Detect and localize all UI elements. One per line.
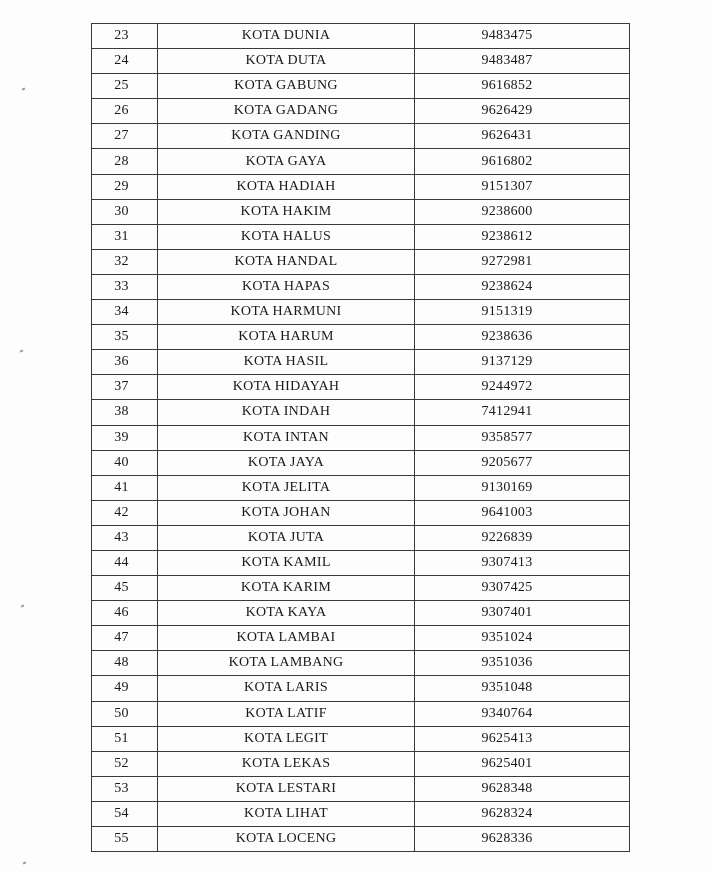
table-row bbox=[92, 776, 630, 801]
table-row bbox=[92, 99, 630, 124]
table-row bbox=[92, 525, 630, 550]
vessel-number-cell: 9616802 bbox=[415, 149, 630, 174]
vessel-number-cell: 9358577 bbox=[415, 425, 630, 450]
row-number-cell: 30 bbox=[92, 199, 158, 224]
row-number-cell: 50 bbox=[92, 701, 158, 726]
vessel-number-cell: 9340764 bbox=[415, 701, 630, 726]
vessel-number-cell: 9238612 bbox=[415, 224, 630, 249]
scan-speck bbox=[22, 87, 26, 90]
table-row bbox=[92, 651, 630, 676]
vessel-number-cell: 9307425 bbox=[415, 576, 630, 601]
vessel-name-cell: KOTA HADIAH bbox=[158, 174, 415, 199]
vessel-number-cell: 9628336 bbox=[415, 827, 630, 852]
row-number-cell: 40 bbox=[92, 450, 158, 475]
vessel-number-cell: 9625401 bbox=[415, 751, 630, 776]
vessel-table-container bbox=[91, 23, 629, 852]
row-number-cell: 46 bbox=[92, 601, 158, 626]
row-number-cell: 31 bbox=[92, 224, 158, 249]
vessel-name-cell: KOTA KARIM bbox=[158, 576, 415, 601]
table-row bbox=[92, 74, 630, 99]
table-row bbox=[92, 500, 630, 525]
row-number-cell: 54 bbox=[92, 801, 158, 826]
row-number-cell: 29 bbox=[92, 174, 158, 199]
table-row bbox=[92, 249, 630, 274]
row-number-cell: 35 bbox=[92, 325, 158, 350]
table-row bbox=[92, 626, 630, 651]
vessel-table bbox=[91, 23, 630, 852]
scan-speck bbox=[21, 604, 25, 607]
table-row bbox=[92, 827, 630, 852]
vessel-number-cell: 9641003 bbox=[415, 500, 630, 525]
row-number-cell: 43 bbox=[92, 525, 158, 550]
table-row bbox=[92, 475, 630, 500]
vessel-name-cell: KOTA HARUM bbox=[158, 325, 415, 350]
table-row bbox=[92, 450, 630, 475]
table-row bbox=[92, 576, 630, 601]
row-number-cell: 24 bbox=[92, 49, 158, 74]
table-row bbox=[92, 300, 630, 325]
vessel-number-cell: 9628324 bbox=[415, 801, 630, 826]
row-number-cell: 48 bbox=[92, 651, 158, 676]
vessel-number-cell: 9628348 bbox=[415, 776, 630, 801]
row-number-cell: 44 bbox=[92, 550, 158, 575]
vessel-number-cell: 9351048 bbox=[415, 676, 630, 701]
vessel-name-cell: KOTA HAPAS bbox=[158, 274, 415, 299]
row-number-cell: 41 bbox=[92, 475, 158, 500]
row-number-cell: 37 bbox=[92, 375, 158, 400]
vessel-number-cell: 9130169 bbox=[415, 475, 630, 500]
row-number-cell: 42 bbox=[92, 500, 158, 525]
table-row bbox=[92, 701, 630, 726]
vessel-name-cell: KOTA INTAN bbox=[158, 425, 415, 450]
vessel-name-cell: KOTA HASIL bbox=[158, 350, 415, 375]
scan-speck bbox=[23, 861, 27, 864]
vessel-number-cell: 9226839 bbox=[415, 525, 630, 550]
vessel-name-cell: KOTA GAYA bbox=[158, 149, 415, 174]
vessel-name-cell: KOTA DUNIA bbox=[158, 24, 415, 49]
vessel-name-cell: KOTA LIHAT bbox=[158, 801, 415, 826]
row-number-cell: 26 bbox=[92, 99, 158, 124]
vessel-number-cell: 9205677 bbox=[415, 450, 630, 475]
row-number-cell: 47 bbox=[92, 626, 158, 651]
row-number-cell: 52 bbox=[92, 751, 158, 776]
table-row bbox=[92, 325, 630, 350]
vessel-name-cell: KOTA KAYA bbox=[158, 601, 415, 626]
table-row bbox=[92, 350, 630, 375]
vessel-number-cell: 9244972 bbox=[415, 375, 630, 400]
table-row bbox=[92, 751, 630, 776]
table-row bbox=[92, 801, 630, 826]
vessel-name-cell: KOTA LARIS bbox=[158, 676, 415, 701]
table-row bbox=[92, 174, 630, 199]
vessel-name-cell: KOTA LAMBANG bbox=[158, 651, 415, 676]
vessel-table-body bbox=[92, 24, 630, 852]
vessel-name-cell: KOTA GANDING bbox=[158, 124, 415, 149]
vessel-name-cell: KOTA DUTA bbox=[158, 49, 415, 74]
vessel-number-cell: 9483487 bbox=[415, 49, 630, 74]
row-number-cell: 55 bbox=[92, 827, 158, 852]
row-number-cell: 51 bbox=[92, 726, 158, 751]
row-number-cell: 36 bbox=[92, 350, 158, 375]
vessel-name-cell: KOTA LATIF bbox=[158, 701, 415, 726]
vessel-number-cell: 7412941 bbox=[415, 400, 630, 425]
row-number-cell: 28 bbox=[92, 149, 158, 174]
row-number-cell: 39 bbox=[92, 425, 158, 450]
table-row bbox=[92, 199, 630, 224]
vessel-number-cell: 9626429 bbox=[415, 99, 630, 124]
table-row bbox=[92, 49, 630, 74]
vessel-number-cell: 9272981 bbox=[415, 249, 630, 274]
vessel-name-cell: KOTA LOCENG bbox=[158, 827, 415, 852]
vessel-number-cell: 9238636 bbox=[415, 325, 630, 350]
vessel-name-cell: KOTA KAMIL bbox=[158, 550, 415, 575]
vessel-name-cell: KOTA JOHAN bbox=[158, 500, 415, 525]
row-number-cell: 33 bbox=[92, 274, 158, 299]
row-number-cell: 45 bbox=[92, 576, 158, 601]
vessel-number-cell: 9626431 bbox=[415, 124, 630, 149]
scan-speck bbox=[20, 349, 24, 352]
vessel-name-cell: KOTA LEGIT bbox=[158, 726, 415, 751]
vessel-name-cell: KOTA JAYA bbox=[158, 450, 415, 475]
vessel-name-cell: KOTA INDAH bbox=[158, 400, 415, 425]
vessel-name-cell: KOTA GABUNG bbox=[158, 74, 415, 99]
vessel-name-cell: KOTA HIDAYAH bbox=[158, 375, 415, 400]
table-row bbox=[92, 400, 630, 425]
row-number-cell: 25 bbox=[92, 74, 158, 99]
vessel-number-cell: 9238624 bbox=[415, 274, 630, 299]
vessel-name-cell: KOTA HALUS bbox=[158, 224, 415, 249]
vessel-number-cell: 9625413 bbox=[415, 726, 630, 751]
table-row bbox=[92, 124, 630, 149]
vessel-name-cell: KOTA HARMUNI bbox=[158, 300, 415, 325]
vessel-number-cell: 9616852 bbox=[415, 74, 630, 99]
table-row bbox=[92, 224, 630, 249]
vessel-name-cell: KOTA HAKIM bbox=[158, 199, 415, 224]
vessel-name-cell: KOTA JELITA bbox=[158, 475, 415, 500]
vessel-name-cell: KOTA HANDAL bbox=[158, 249, 415, 274]
vessel-name-cell: KOTA JUTA bbox=[158, 525, 415, 550]
table-row bbox=[92, 601, 630, 626]
table-row bbox=[92, 676, 630, 701]
vessel-name-cell: KOTA LESTARI bbox=[158, 776, 415, 801]
vessel-number-cell: 9307413 bbox=[415, 550, 630, 575]
vessel-name-cell: KOTA LAMBAI bbox=[158, 626, 415, 651]
row-number-cell: 32 bbox=[92, 249, 158, 274]
vessel-number-cell: 9137129 bbox=[415, 350, 630, 375]
table-row bbox=[92, 726, 630, 751]
vessel-name-cell: KOTA LEKAS bbox=[158, 751, 415, 776]
table-row bbox=[92, 274, 630, 299]
table-row bbox=[92, 425, 630, 450]
table-row bbox=[92, 24, 630, 49]
row-number-cell: 34 bbox=[92, 300, 158, 325]
table-row bbox=[92, 550, 630, 575]
vessel-number-cell: 9151319 bbox=[415, 300, 630, 325]
table-row bbox=[92, 149, 630, 174]
row-number-cell: 53 bbox=[92, 776, 158, 801]
table-row bbox=[92, 375, 630, 400]
row-number-cell: 49 bbox=[92, 676, 158, 701]
vessel-number-cell: 9351036 bbox=[415, 651, 630, 676]
row-number-cell: 27 bbox=[92, 124, 158, 149]
row-number-cell: 38 bbox=[92, 400, 158, 425]
vessel-number-cell: 9351024 bbox=[415, 626, 630, 651]
vessel-number-cell: 9483475 bbox=[415, 24, 630, 49]
row-number-cell: 23 bbox=[92, 24, 158, 49]
vessel-name-cell: KOTA GADANG bbox=[158, 99, 415, 124]
vessel-number-cell: 9238600 bbox=[415, 199, 630, 224]
vessel-number-cell: 9307401 bbox=[415, 601, 630, 626]
vessel-number-cell: 9151307 bbox=[415, 174, 630, 199]
